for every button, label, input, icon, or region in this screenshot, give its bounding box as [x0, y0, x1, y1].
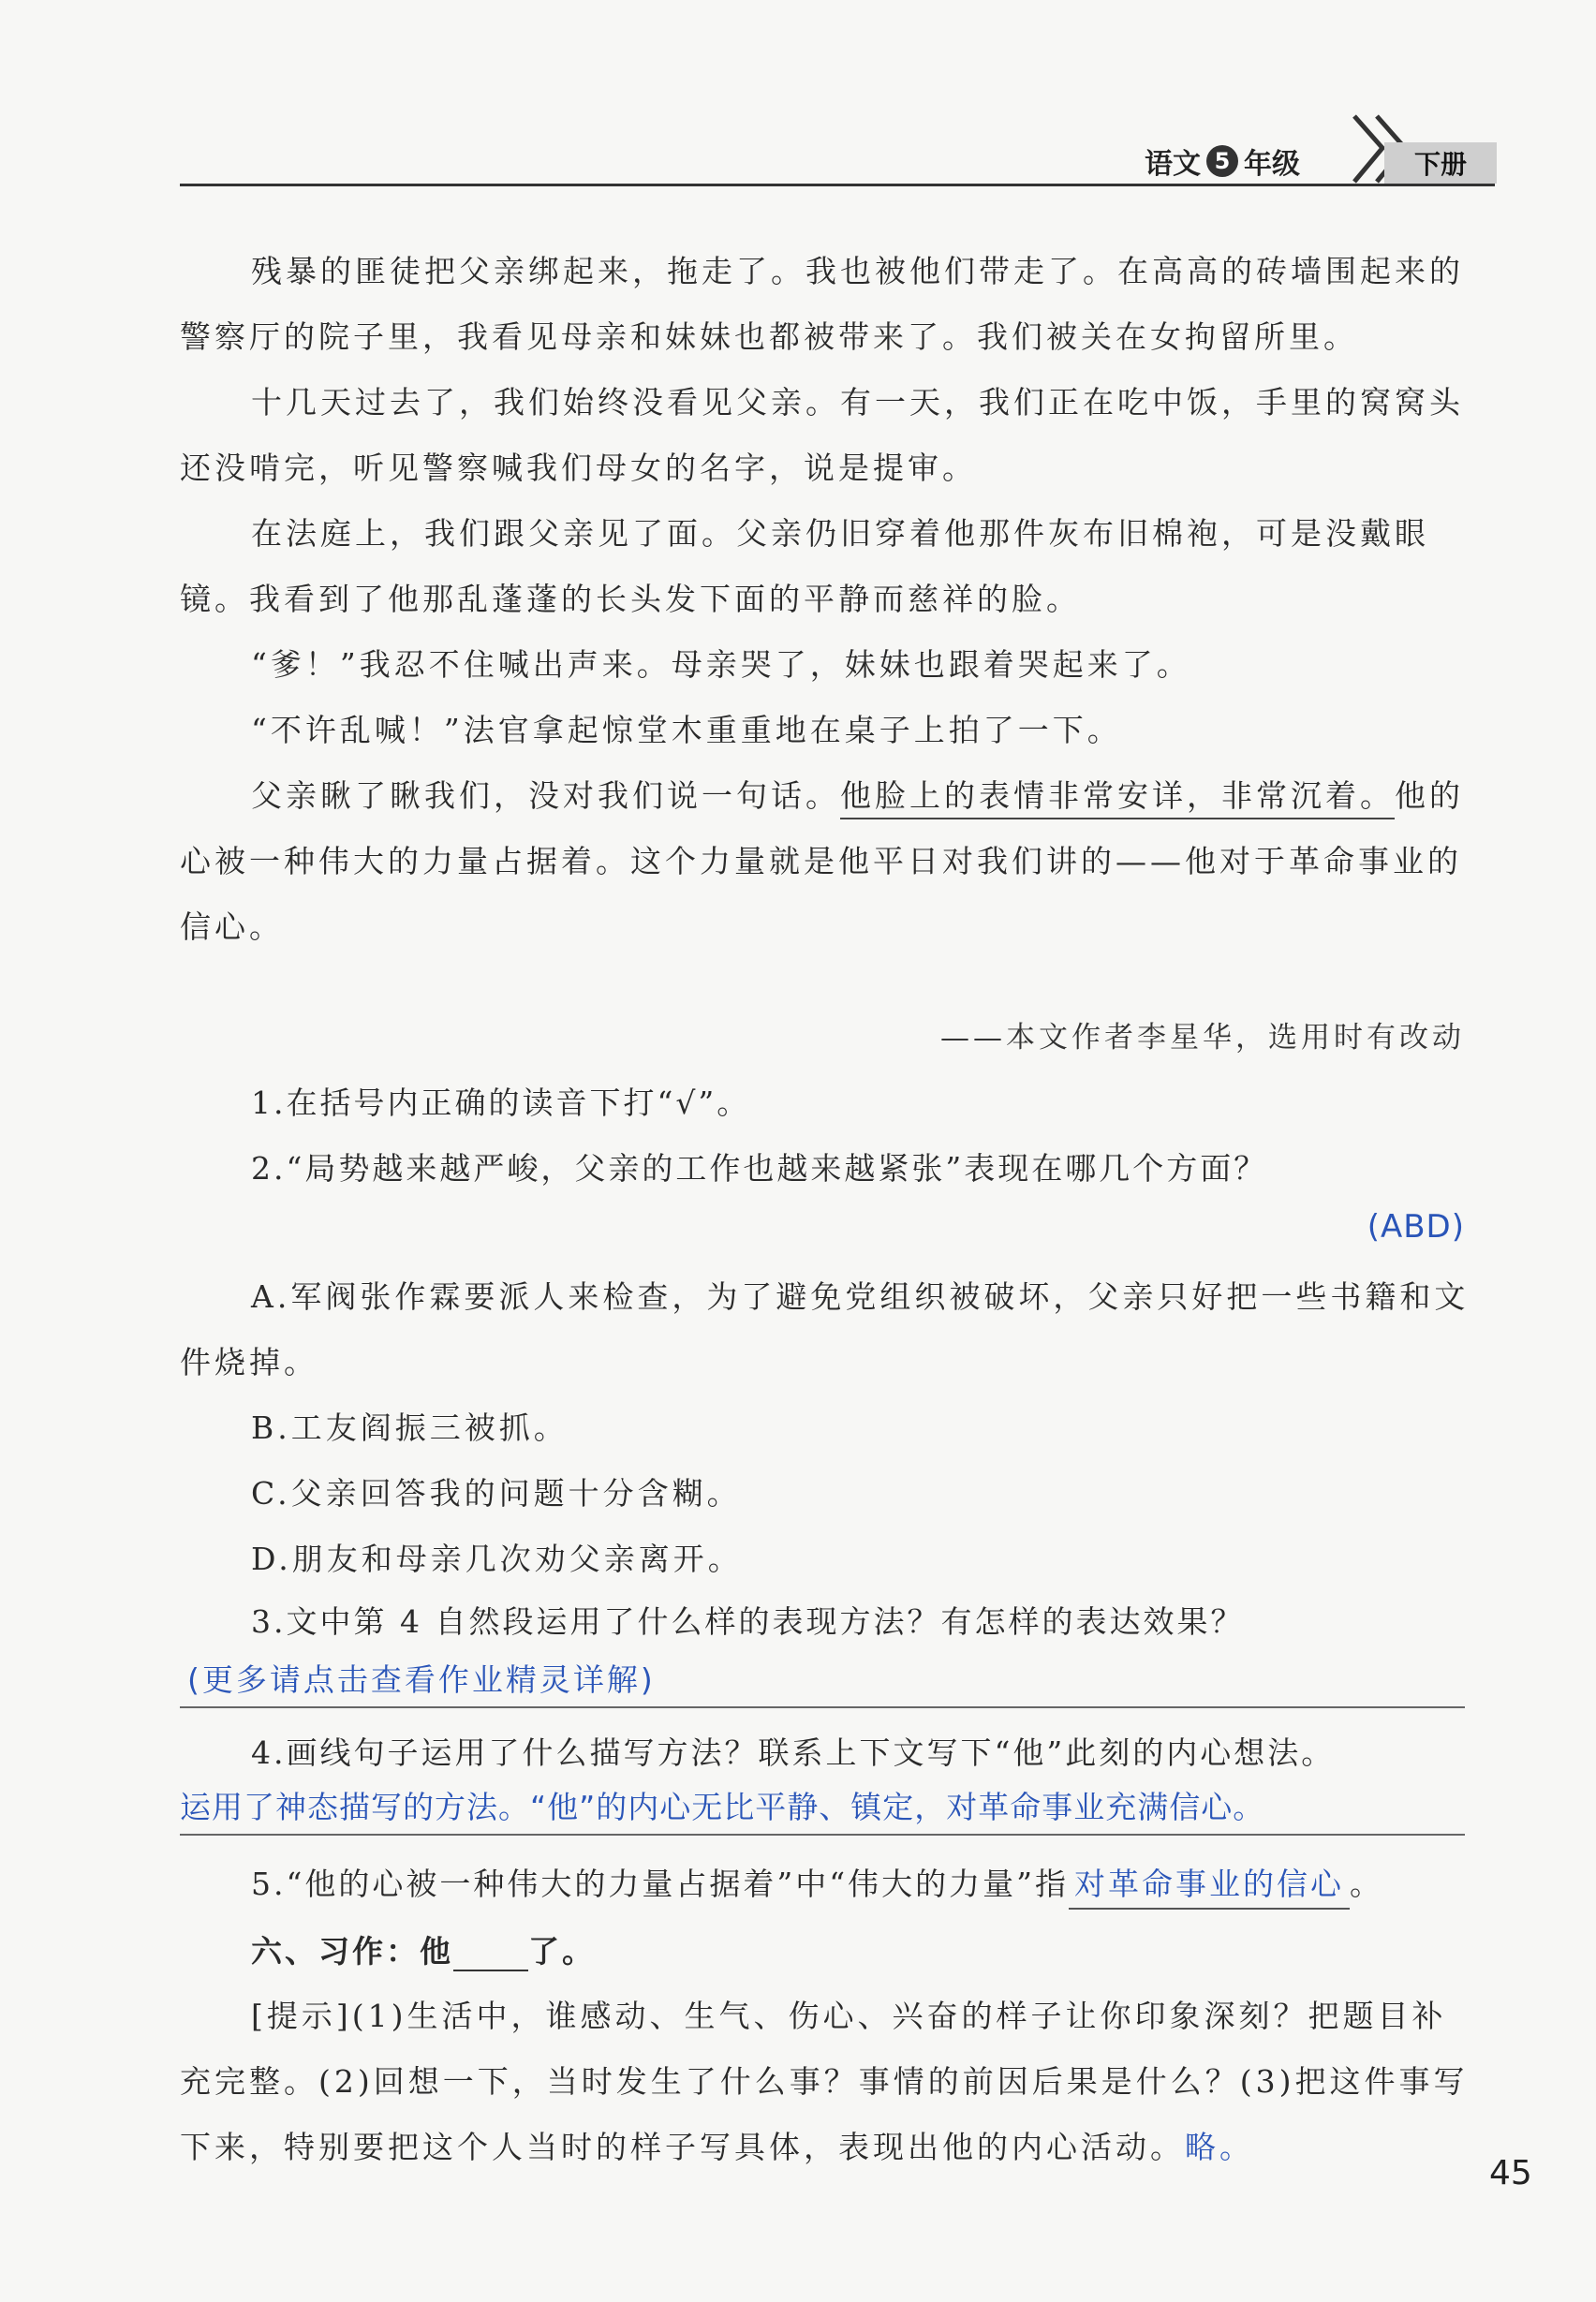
writing-title-blank [453, 1936, 528, 1971]
question-1: 1.在括号内正确的读音下打“√”。 [251, 1085, 751, 1121]
option-b: B.工友阎振三被抓。 [251, 1409, 569, 1446]
passage-paragraph: 十几天过去了，我们始终没看见父亲。有一天，我们正在吃中饭，手里的窝窝头还没啃完，听见警察喊我们母女的名字，说是提审。 [180, 384, 1464, 486]
writing-title [251, 1927, 596, 1971]
question-2-options [180, 1264, 1472, 1592]
passage-paragraph: “爹！”我忍不住喊出声来。母亲哭了，妹妹也跟着哭起来了。 [251, 646, 1191, 683]
writing-tip [180, 1984, 1472, 2180]
writing-tip-answer: 略。 [1185, 2129, 1254, 2165]
question-5-answer: 对革命事业的信心 [1069, 1860, 1350, 1910]
last-para-before: 父亲瞅了瞅我们，没对我们说一句话。 [251, 777, 840, 814]
question-2: 2.“局势越来越严峻，父亲的工作也越来越紧张”表现在哪几个方面？ [251, 1150, 1268, 1187]
underlined-sentence: 他脸上的表情非常安详，非常沉着。 [840, 777, 1395, 819]
writing-tip-block [180, 1984, 1472, 2180]
volume-tab: 下册 [1384, 142, 1497, 184]
passage [180, 239, 1472, 960]
writing-title-prefix: 六、习作：他 [251, 1933, 453, 1970]
passage-paragraph: “不许乱喊！”法官拿起惊堂木重重地在桌子上拍了一下。 [251, 712, 1122, 748]
question-4: 4.画线句子运用了什么描写方法？联系上下文写下“他”此刻的内心想法。 [251, 1734, 1336, 1771]
question-5-text: 5.“他的心被一种伟大的力量占据着”中“伟大的力量”指 [251, 1866, 1069, 1902]
header-subject: 语文 [1145, 148, 1201, 181]
question-2-answer: (ABD) [1367, 1208, 1465, 1246]
passage-last-paragraph [180, 763, 1472, 960]
writing-tip-text: [提示](1)生活中，谁感动、生气、伤心、兴奋的样子让你印象深刻？把题目补充完整。(2)回想一下，当时发生了什么事？事情的前因后果是什么？(3)把这件事写下来，特别要把这个人当时的样子写具体，表现出他的内心活动。 [180, 1998, 1469, 2165]
answer-line [180, 1706, 1465, 1708]
option-c: C.父亲回答我的问题十分含糊。 [251, 1475, 742, 1512]
option-a: A.军阀张作霖要派人来检查，为了避免党组织被破坏，父亲只好把一些书籍和文件烧掉。 [180, 1278, 1470, 1380]
question-4-answer: 运用了神态描写的方法。“他”的内心无比平静、镇定，对革命事业充满信心。 [180, 1789, 1265, 1825]
header-grade-suffix: 年级 [1244, 148, 1300, 181]
option-d: D.朋友和母亲几次劝父亲离开。 [251, 1541, 743, 1577]
writing-title-suffix: 了。 [528, 1933, 596, 1970]
question-5 [251, 1860, 1383, 1910]
question-5-suffix: 。 [1349, 1866, 1383, 1902]
header-subject-grade [1145, 139, 1300, 184]
page-number: 45 [1489, 2154, 1532, 2192]
header-rule [180, 184, 1495, 186]
last-para-after: 他的心被一种伟大的力量占据着。这个力量就是他平日对我们讲的——他对于革命事业的信心。 [180, 777, 1464, 945]
source-attribution: ——本文作者李星华，选用时有改动 [940, 1021, 1465, 1055]
passage-paragraph: 在法庭上，我们跟父亲见了面。父亲仍旧穿着他那件灰布旧棉袍，可是没戴眼镜。我看到了他那乱蓬蓬的长头发下面的平静而慈祥的脸。 [180, 515, 1429, 617]
answer-line [180, 1834, 1465, 1836]
question-3-answer[interactable]: (更多请点击查看作业精灵详解) [187, 1661, 656, 1698]
grade-number-badge: 5 [1206, 145, 1238, 177]
question-3: 3.文中第 4 自然段运用了什么样的表现方法？有怎样的表达效果？ [251, 1603, 1245, 1640]
passage-paragraph: 残暴的匪徒把父亲绑起来，拖走了。我也被他们带走了。在高高的砖墙围起来的警察厅的院子里，我看见母亲和妹妹也都被带来了。我们被关在女拘留所里。 [180, 253, 1464, 355]
